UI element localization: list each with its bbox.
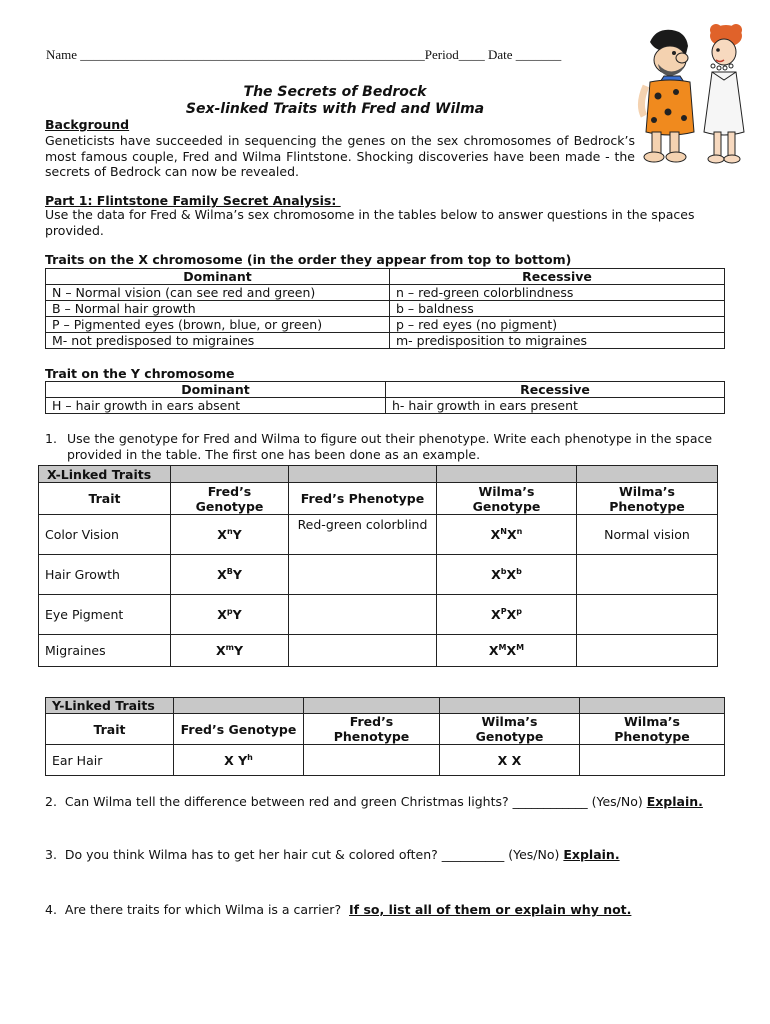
x-traits-recessive-header: Recessive (390, 269, 725, 285)
fred-genotype: X $Y^h$ (174, 745, 304, 776)
question-text: Are there traits for which Wilma is a carrier? (64, 902, 350, 917)
question-explain: If so, list all of them or explain why not. (349, 902, 632, 917)
wilma-phenotype-answer[interactable] (577, 595, 718, 635)
question-text: Do you think Wilma has to get her hair cut & colored often? __________ (Yes/No) (64, 847, 564, 862)
question-text: Can Wilma tell the difference between red and green Christmas lights? ____________ (Yes/No) (64, 794, 647, 809)
col-wilma-phenotype-header: Wilma’s Phenotype (580, 714, 725, 745)
wilma-phenotype-answer[interactable] (580, 745, 725, 776)
x-traits-table (45, 268, 725, 349)
wilma-phenotype-answer[interactable] (577, 635, 718, 667)
gray-header-cell (577, 466, 718, 483)
col-wilma-genotype-header: Wilma’s Genotype (437, 483, 577, 515)
question-explain: Explain. (563, 847, 620, 862)
question-explain: Explain. (646, 794, 703, 809)
table-row (39, 515, 718, 555)
x-traits-heading: Traits on the X chromosome (in the order they appear from top to bottom) (45, 252, 572, 267)
wilma-genotype: $X^bX^b$ (437, 555, 577, 595)
gray-header-cell (174, 698, 304, 714)
date-blank[interactable]: _______ (515, 47, 562, 62)
name-label: Name (46, 47, 78, 62)
x-trait-recessive: b – baldness (390, 301, 725, 317)
wilma-genotype: X X (440, 745, 580, 776)
question-3 (45, 847, 620, 862)
gray-header-cell (580, 698, 725, 714)
col-trait-header: Trait (46, 714, 174, 745)
fred-figure (641, 30, 694, 162)
x-trait-recessive: p – red eyes (no pigment) (390, 317, 725, 333)
fred-genotype: $X^mY$ (171, 635, 289, 667)
col-fred-genotype-header: Fred’s Genotype (174, 714, 304, 745)
wilma-phenotype-answer[interactable]: Normal vision (577, 515, 718, 555)
col-wilma-phenotype-header: Wilma’s Phenotype (577, 483, 718, 515)
background-text: Geneticists have succeeded in sequencing the genes on the sex chromosomes of Bedrock’s most famous couple, Fred and Wilma Flintstone. Shocking discoveries have been made - the secrets of Bedrock can now be revealed. (45, 133, 635, 179)
x-trait-dominant: B – Normal hair growth (46, 301, 390, 317)
period-blank[interactable]: ____ (458, 47, 485, 62)
question-number: 4. (45, 902, 57, 917)
x-linked-label: X-Linked Traits (39, 466, 171, 483)
title-line-2: Sex-linked Traits with Fred and Wilma (185, 101, 485, 117)
name-period-date-line (46, 47, 561, 63)
x-linked-answer-table (38, 465, 718, 667)
table-row (39, 555, 718, 595)
question-number: 3. (45, 847, 57, 862)
fred-phenotype-answer[interactable] (304, 745, 440, 776)
trait-name: Migraines (39, 635, 171, 667)
col-fred-phenotype-header: Fred’s Phenotype (289, 483, 437, 515)
col-fred-genotype-header: Fred’s Genotype (171, 483, 289, 515)
wilma-figure (704, 24, 744, 163)
wilma-phenotype-answer[interactable] (577, 555, 718, 595)
trait-name: Color Vision (39, 515, 171, 555)
table-row (46, 285, 725, 301)
gray-header-cell (437, 466, 577, 483)
y-trait-recessive-header: Recessive (386, 382, 725, 398)
period-label: Period (424, 47, 459, 62)
col-trait-header: Trait (39, 483, 171, 515)
table-row (46, 333, 725, 349)
name-blank[interactable]: _____________________________________________________ (80, 47, 425, 62)
fred-and-wilma-illustration (636, 20, 754, 168)
y-trait-heading: Trait on the Y chromosome (45, 366, 235, 381)
col-fred-phenotype-header: Fred’s Phenotype (304, 714, 440, 745)
trait-name: Eye Pigment (39, 595, 171, 635)
y-trait-dominant: H – hair growth in ears absent (46, 398, 386, 414)
question-1-number: 1. (45, 431, 57, 446)
y-linked-answer-table (45, 697, 725, 776)
fred-phenotype-answer[interactable]: Red-green colorblind (289, 515, 437, 555)
background-heading: Background (45, 117, 130, 132)
gray-header-cell (171, 466, 289, 483)
fred-phenotype-answer[interactable] (289, 595, 437, 635)
gray-header-cell (440, 698, 580, 714)
question-1-text: Use the genotype for Fred and Wilma to figure out their phenotype. Write each phenotype in the space provided in the table. The first one has been done as an example. (67, 431, 713, 462)
fred-phenotype-answer[interactable] (289, 555, 437, 595)
x-trait-dominant: N – Normal vision (can see red and green) (46, 285, 390, 301)
table-row (39, 635, 718, 667)
table-row (39, 595, 718, 635)
x-traits-dominant-header: Dominant (46, 269, 390, 285)
wilma-genotype: $X^MX^M$ (437, 635, 577, 667)
y-trait-recessive: h- hair growth in ears present (386, 398, 725, 414)
gray-header-cell (304, 698, 440, 714)
x-trait-dominant: P – Pigmented eyes (brown, blue, or green) (46, 317, 390, 333)
y-trait-dominant-header: Dominant (46, 382, 386, 398)
part1-text: Use the data for Fred & Wilma’s sex chromosome in the tables below to answer questions in the spaces provided. (45, 207, 695, 238)
table-row (46, 745, 725, 776)
wilma-genotype: $X^NX^n$ (437, 515, 577, 555)
table-row (46, 317, 725, 333)
fred-genotype: $X^pY$ (171, 595, 289, 635)
title-line-1: The Secrets of Bedrock (243, 84, 427, 100)
fred-genotype: $X^BY$ (171, 555, 289, 595)
table-row (46, 398, 725, 414)
question-number: 2. (45, 794, 57, 809)
col-wilma-genotype-header: Wilma’s Genotype (440, 714, 580, 745)
date-label: Date (488, 47, 513, 62)
y-trait-table (45, 381, 725, 414)
fred-genotype: $X^nY$ (171, 515, 289, 555)
question-4 (45, 902, 631, 917)
fred-phenotype-answer[interactable] (289, 635, 437, 667)
part1-heading: Part 1: Flintstone Family Secret Analysis: (45, 193, 341, 208)
table-row (46, 301, 725, 317)
question-2 (45, 794, 703, 809)
gray-header-cell (289, 466, 437, 483)
x-trait-dominant: M- not predisposed to migraines (46, 333, 390, 349)
trait-name: Ear Hair (46, 745, 174, 776)
x-trait-recessive: n – red-green colorblindness (390, 285, 725, 301)
x-trait-recessive: m- predisposition to migraines (390, 333, 725, 349)
y-linked-label: Y-Linked Traits (46, 698, 174, 714)
trait-name: Hair Growth (39, 555, 171, 595)
wilma-genotype: $X^PX^p$ (437, 595, 577, 635)
